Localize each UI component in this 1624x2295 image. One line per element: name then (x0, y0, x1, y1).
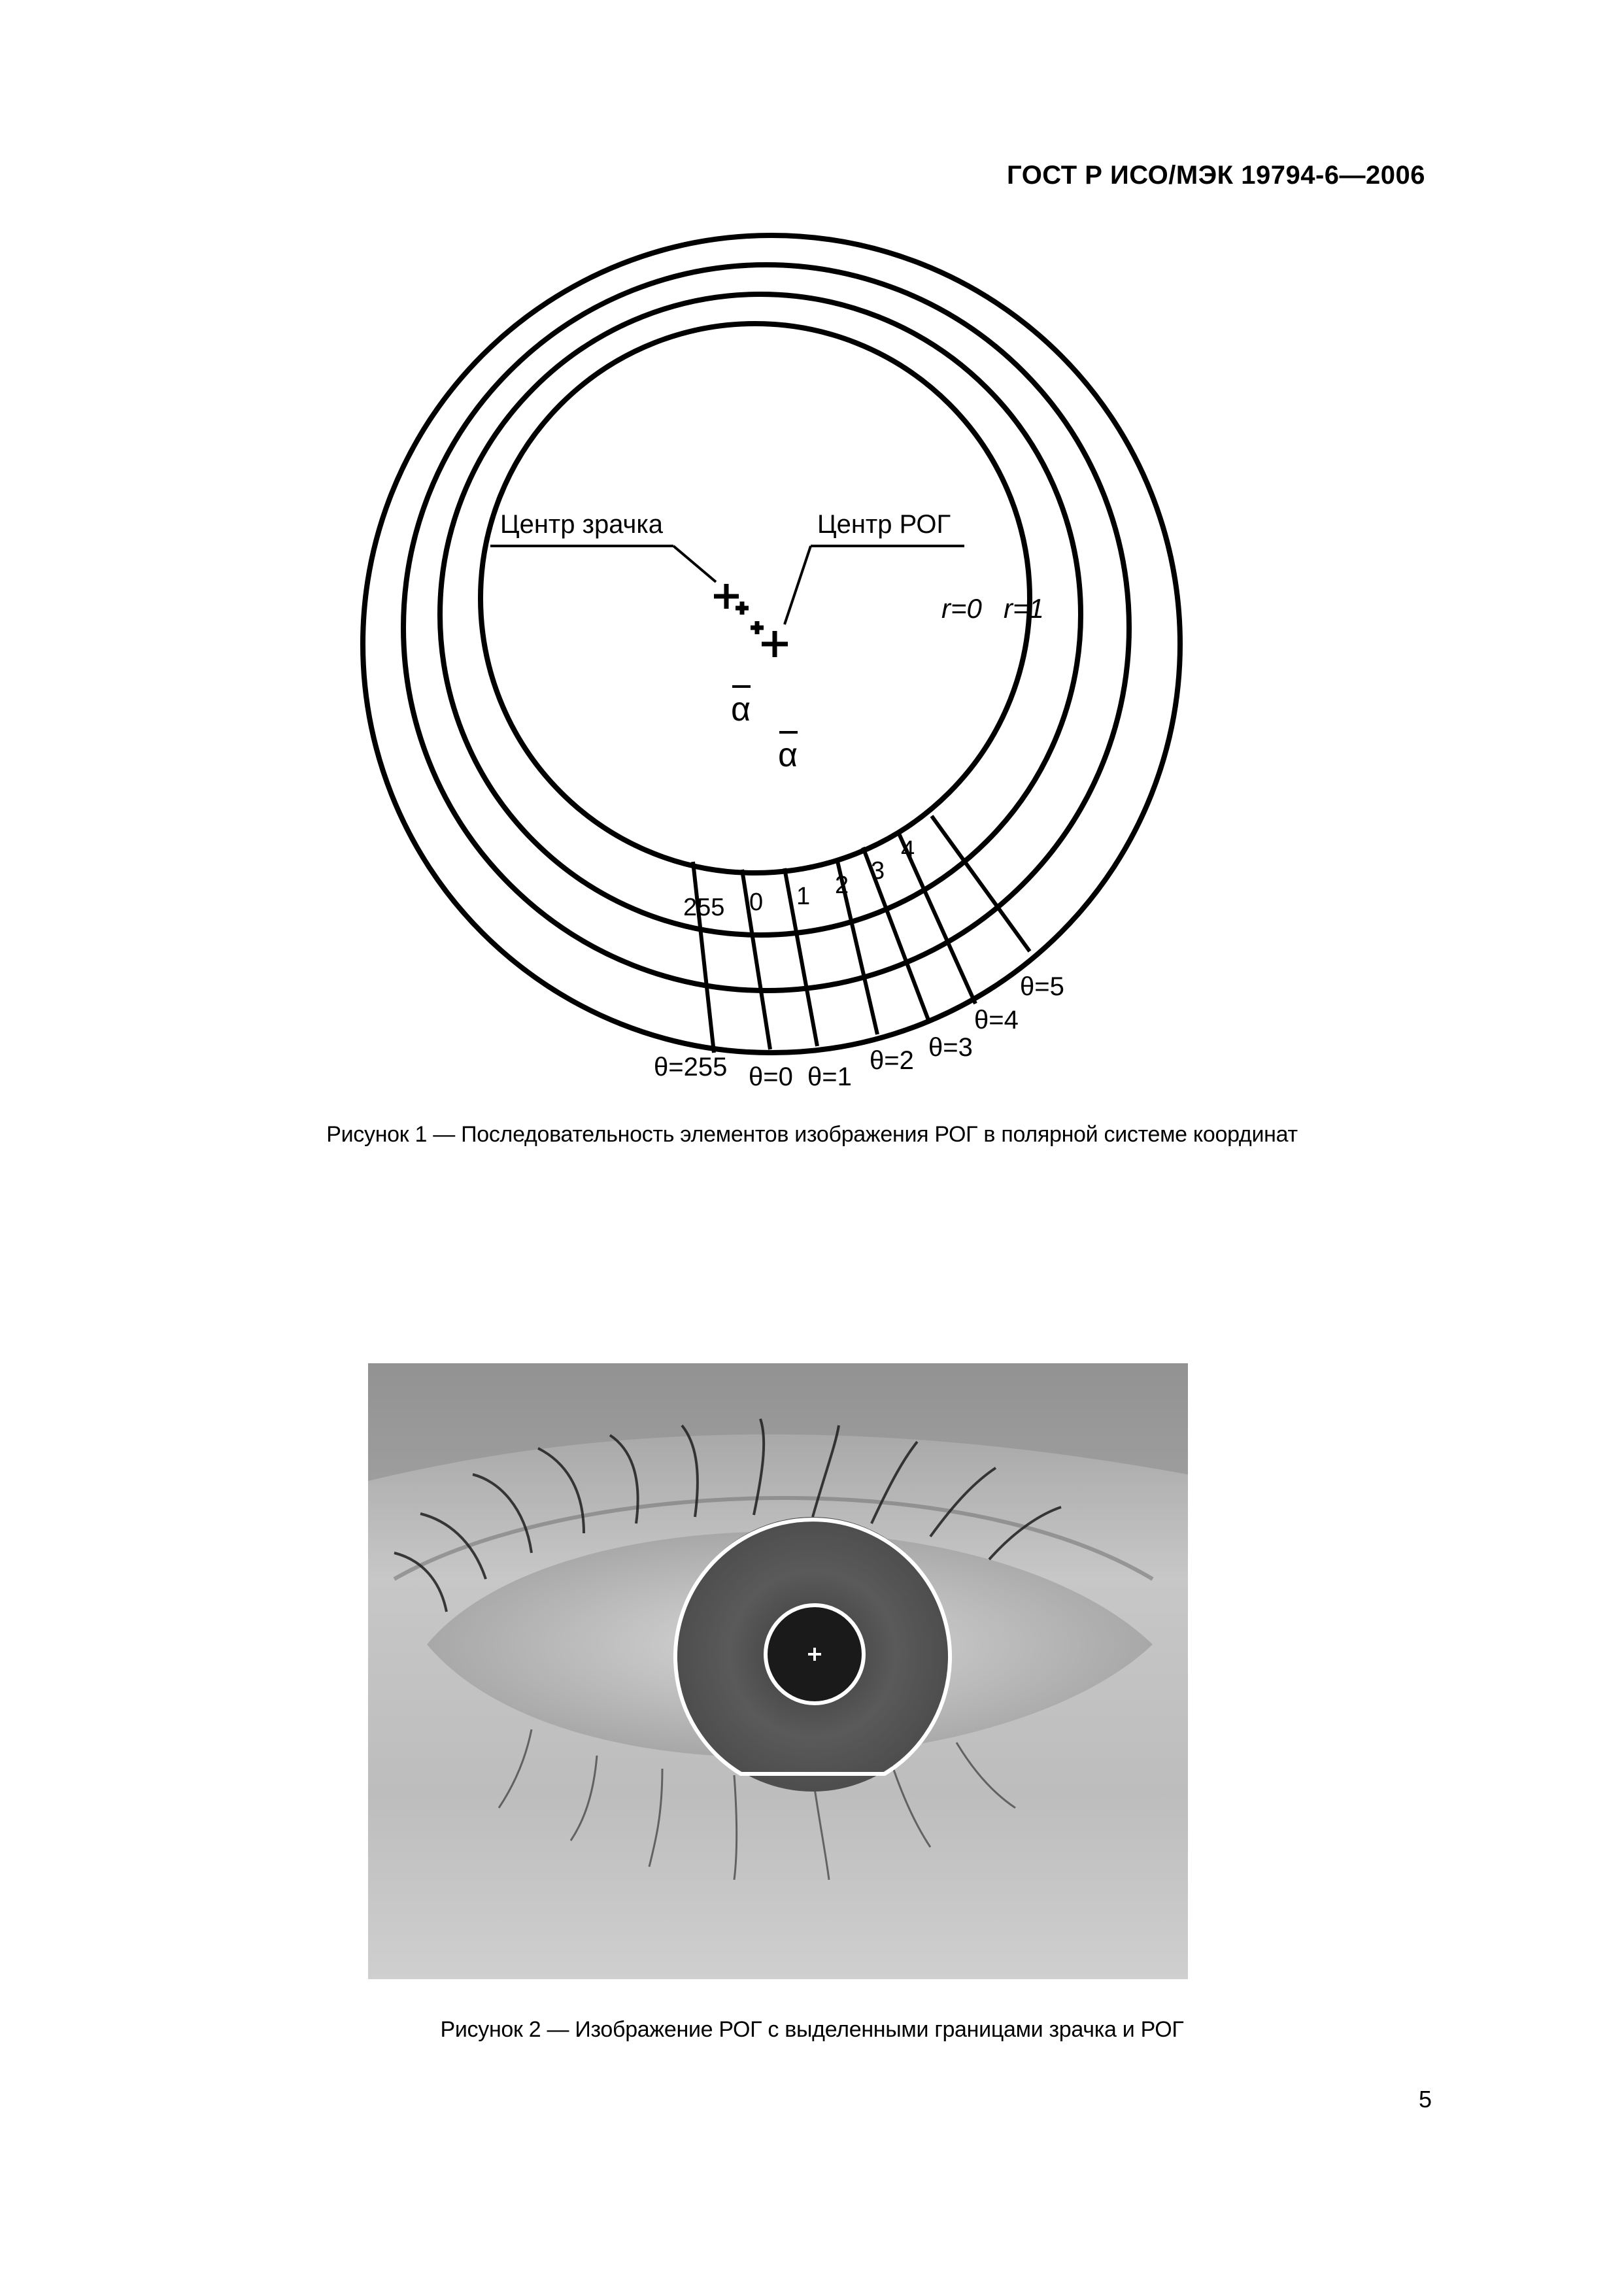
standard-header: ГОСТ Р ИСО/МЭК 19794-6—2006 (1007, 161, 1425, 190)
sector-line (932, 816, 1030, 951)
theta-label-1: θ=1 (807, 1062, 852, 1091)
figure2-caption: Рисунок 2 — Изображение РОГ с выделенными границами зрачка и РОГ (440, 2017, 1184, 2042)
r0-label: r=0 (941, 593, 982, 624)
polar-diagram (0, 0, 1624, 1112)
alpha-symbol-1: α (731, 690, 751, 728)
pupil-center-label: Центр зрачка (500, 510, 664, 539)
sector-label-0: 0 (749, 889, 764, 916)
r1-label: r=1 (1004, 593, 1044, 624)
eye-photo (368, 1363, 1188, 1979)
iris-center-label: Центр РОГ (817, 510, 951, 539)
sector-label-3: 3 (871, 857, 885, 885)
theta-label-0: θ=0 (749, 1062, 793, 1091)
theta-label-3: θ=3 (928, 1033, 973, 1062)
alpha-symbol-2: α (778, 736, 798, 774)
sector-label-2: 2 (835, 872, 849, 899)
theta-label-4: θ=4 (974, 1006, 1019, 1034)
sector-line (693, 862, 714, 1053)
sector-label-4: 4 (901, 836, 915, 864)
sector-label-255: 255 (683, 894, 725, 921)
theta-label-2: θ=2 (870, 1046, 914, 1075)
sector-label-1: 1 (796, 883, 811, 910)
page-number: 5 (1418, 2086, 1432, 2113)
ring-circle-2 (403, 265, 1129, 991)
ring-circle-3 (440, 294, 1081, 935)
theta-label-255: θ=255 (654, 1053, 728, 1081)
figure1-caption: Рисунок 1 — Последовательность элементов изображения РОГ в полярной системе координат (326, 1122, 1298, 1147)
theta-label-5: θ=5 (1020, 972, 1064, 1001)
